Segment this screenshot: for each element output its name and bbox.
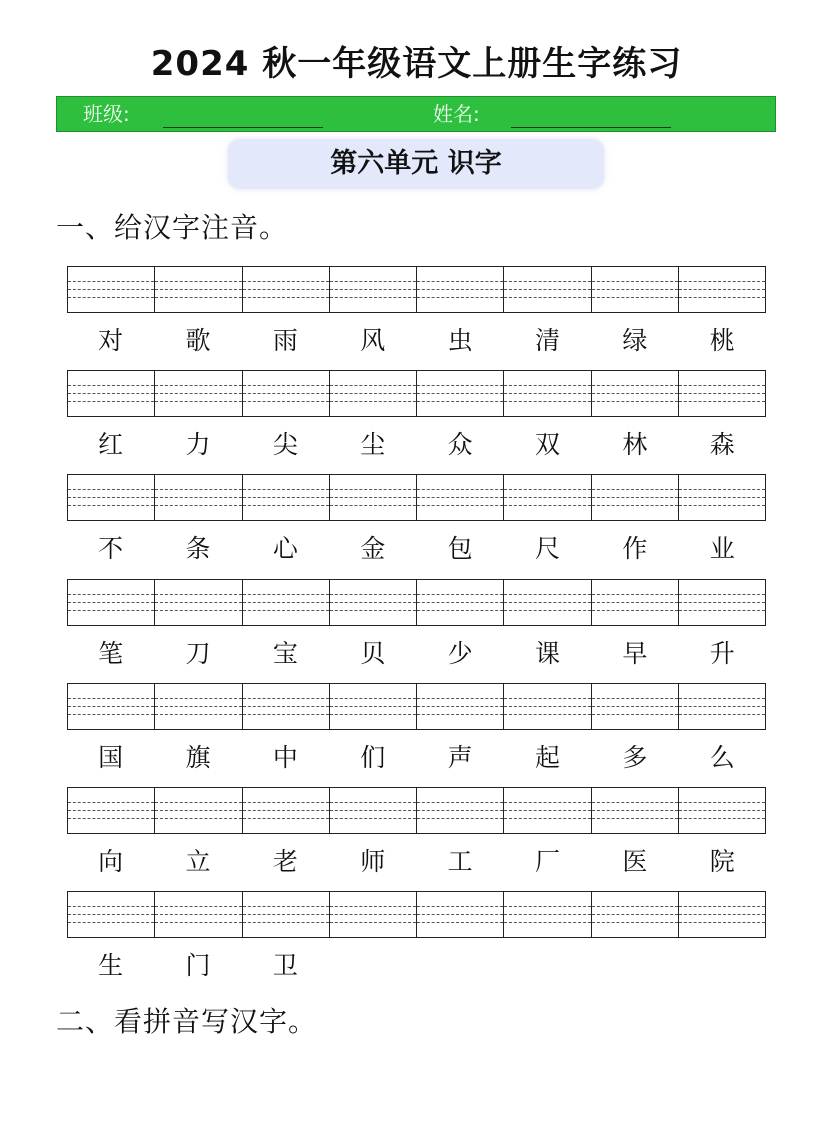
pinyin-writing-cell[interactable] bbox=[679, 371, 765, 416]
character-row bbox=[67, 842, 766, 882]
hanzi-character: 清 bbox=[535, 326, 561, 355]
pinyin-writing-cell[interactable] bbox=[679, 684, 765, 729]
pinyin-grid-row bbox=[67, 370, 766, 417]
hanzi-character bbox=[679, 946, 766, 986]
pinyin-writing-cell[interactable] bbox=[417, 892, 504, 937]
hanzi-character: 国 bbox=[98, 742, 124, 772]
pinyin-writing-cell[interactable] bbox=[155, 371, 242, 416]
hanzi-character: 早 bbox=[622, 638, 648, 668]
hanzi-character: 林 bbox=[622, 430, 648, 460]
pinyin-writing-cell[interactable] bbox=[504, 267, 591, 312]
hanzi-character: 条 bbox=[185, 534, 211, 564]
pinyin-writing-cell[interactable] bbox=[68, 475, 155, 520]
pinyin-writing-cell[interactable] bbox=[68, 267, 155, 312]
hanzi-character: 尘 bbox=[360, 430, 386, 460]
pinyin-writing-cell[interactable] bbox=[504, 788, 591, 833]
hanzi-character: 医 bbox=[622, 847, 648, 876]
pinyin-writing-cell[interactable] bbox=[592, 475, 679, 520]
hanzi-character: 风 bbox=[360, 326, 386, 355]
pinyin-writing-cell[interactable] bbox=[155, 892, 242, 937]
hanzi-character: 中 bbox=[272, 742, 298, 772]
hanzi-character: 包 bbox=[447, 534, 473, 564]
pinyin-writing-cell[interactable] bbox=[679, 892, 765, 937]
pinyin-writing-cell[interactable] bbox=[679, 788, 765, 833]
pinyin-writing-cell[interactable] bbox=[592, 892, 679, 937]
pinyin-writing-cell[interactable] bbox=[330, 371, 417, 416]
pinyin-writing-cell[interactable] bbox=[592, 580, 679, 625]
hanzi-character: 尖 bbox=[272, 430, 298, 460]
hanzi-character: 红 bbox=[98, 430, 124, 460]
info-bar bbox=[56, 96, 776, 132]
hanzi-character: 虫 bbox=[447, 326, 473, 355]
pinyin-writing-cell[interactable] bbox=[243, 788, 330, 833]
pinyin-writing-cell[interactable] bbox=[68, 892, 155, 937]
pinyin-writing-cell[interactable] bbox=[504, 475, 591, 520]
name-label: 姓名: bbox=[433, 102, 480, 126]
hanzi-character bbox=[417, 946, 504, 986]
hanzi-character: 老 bbox=[272, 847, 298, 876]
hanzi-character: 笔 bbox=[98, 638, 124, 668]
hanzi-character: 贝 bbox=[360, 638, 386, 668]
hanzi-character: 绿 bbox=[622, 326, 648, 355]
hanzi-character: 刀 bbox=[185, 638, 211, 668]
class-label: 班级: bbox=[83, 102, 130, 126]
hanzi-character: 力 bbox=[185, 430, 211, 460]
hanzi-character: 卫 bbox=[272, 951, 298, 981]
hanzi-character: 尺 bbox=[535, 534, 561, 564]
hanzi-character: 院 bbox=[709, 847, 735, 876]
hanzi-character: 少 bbox=[447, 638, 473, 668]
pinyin-writing-cell[interactable] bbox=[417, 788, 504, 833]
hanzi-character: 向 bbox=[98, 847, 124, 876]
pinyin-grid-row bbox=[67, 579, 766, 626]
page-title: 2024 秋一年级语文上册生字练习 bbox=[150, 44, 683, 84]
pinyin-writing-cell[interactable] bbox=[417, 371, 504, 416]
pinyin-grid-row bbox=[67, 891, 766, 938]
hanzi-character: 升 bbox=[709, 638, 735, 668]
pinyin-writing-cell[interactable] bbox=[330, 892, 417, 937]
pinyin-writing-cell[interactable] bbox=[592, 371, 679, 416]
pinyin-writing-cell[interactable] bbox=[592, 267, 679, 312]
hanzi-character: 声 bbox=[447, 742, 473, 772]
hanzi-character: 旗 bbox=[185, 742, 211, 772]
pinyin-grid-row bbox=[67, 787, 766, 834]
character-row bbox=[67, 738, 766, 778]
hanzi-character: 金 bbox=[360, 534, 386, 564]
hanzi-character: 厂 bbox=[535, 847, 561, 876]
hanzi-character: 对 bbox=[98, 326, 124, 355]
pinyin-grid-row bbox=[67, 474, 766, 521]
hanzi-character: 课 bbox=[535, 638, 561, 668]
name-field[interactable] bbox=[511, 127, 671, 128]
pinyin-writing-cell[interactable] bbox=[155, 267, 242, 312]
pinyin-writing-cell[interactable] bbox=[504, 371, 591, 416]
hanzi-character: 心 bbox=[272, 534, 298, 564]
hanzi-character: 多 bbox=[622, 742, 648, 772]
pinyin-writing-cell[interactable] bbox=[679, 580, 765, 625]
pinyin-writing-cell[interactable] bbox=[330, 788, 417, 833]
hanzi-character bbox=[329, 946, 416, 986]
pinyin-writing-cell[interactable] bbox=[504, 580, 591, 625]
class-field[interactable] bbox=[163, 127, 323, 128]
pinyin-grid-row bbox=[67, 266, 766, 313]
pinyin-writing-cell[interactable] bbox=[68, 371, 155, 416]
hanzi-character: 作 bbox=[622, 534, 648, 564]
pinyin-writing-cell[interactable] bbox=[592, 788, 679, 833]
hanzi-character bbox=[504, 946, 591, 986]
hanzi-character: 生 bbox=[98, 951, 124, 981]
hanzi-character: 起 bbox=[535, 742, 561, 772]
pinyin-writing-cell[interactable] bbox=[330, 475, 417, 520]
hanzi-character: 么 bbox=[709, 742, 735, 772]
pinyin-writing-cell[interactable] bbox=[243, 475, 330, 520]
pinyin-writing-cell[interactable] bbox=[243, 371, 330, 416]
hanzi-character: 不 bbox=[98, 534, 124, 564]
hanzi-character: 立 bbox=[185, 847, 211, 876]
hanzi-character: 工 bbox=[447, 847, 473, 876]
pinyin-writing-cell[interactable] bbox=[330, 267, 417, 312]
pinyin-writing-cell[interactable] bbox=[504, 684, 591, 729]
pinyin-writing-cell[interactable] bbox=[330, 684, 417, 729]
pinyin-writing-cell[interactable] bbox=[679, 267, 765, 312]
pinyin-writing-cell[interactable] bbox=[243, 267, 330, 312]
pinyin-writing-cell[interactable] bbox=[330, 580, 417, 625]
pinyin-writing-cell[interactable] bbox=[417, 580, 504, 625]
section-1-heading: 一、给汉字注音。 bbox=[56, 211, 289, 244]
section-2-heading: 二、看拼音写汉字。 bbox=[56, 1005, 318, 1038]
hanzi-character: 众 bbox=[447, 430, 473, 460]
character-row bbox=[67, 321, 766, 361]
pinyin-writing-cell[interactable] bbox=[243, 892, 330, 937]
pinyin-writing-cell[interactable] bbox=[155, 684, 242, 729]
pinyin-writing-cell[interactable] bbox=[243, 684, 330, 729]
hanzi-character: 们 bbox=[360, 742, 386, 772]
hanzi-character: 双 bbox=[535, 430, 561, 460]
hanzi-character: 门 bbox=[185, 951, 211, 981]
pinyin-writing-cell[interactable] bbox=[417, 475, 504, 520]
pinyin-writing-cell[interactable] bbox=[417, 267, 504, 312]
unit-title: 第六单元 识字 bbox=[228, 139, 604, 189]
pinyin-writing-cell[interactable] bbox=[417, 684, 504, 729]
hanzi-character bbox=[591, 946, 678, 986]
hanzi-character: 森 bbox=[709, 430, 735, 460]
pinyin-writing-cell[interactable] bbox=[155, 475, 242, 520]
pinyin-writing-cell[interactable] bbox=[679, 475, 765, 520]
pinyin-writing-cell[interactable] bbox=[68, 684, 155, 729]
pinyin-grid-row bbox=[67, 683, 766, 730]
character-row bbox=[67, 946, 766, 986]
hanzi-character: 业 bbox=[709, 534, 735, 564]
hanzi-character: 师 bbox=[360, 847, 386, 876]
pinyin-writing-cell[interactable] bbox=[155, 788, 242, 833]
pinyin-writing-cell[interactable] bbox=[243, 580, 330, 625]
pinyin-writing-cell[interactable] bbox=[155, 580, 242, 625]
pinyin-writing-cell[interactable] bbox=[592, 684, 679, 729]
hanzi-character: 雨 bbox=[272, 326, 298, 355]
pinyin-writing-cell[interactable] bbox=[504, 892, 591, 937]
character-row bbox=[67, 529, 766, 569]
character-row bbox=[67, 634, 766, 674]
pinyin-writing-cell[interactable] bbox=[68, 580, 155, 625]
character-row bbox=[67, 425, 766, 465]
hanzi-character: 桃 bbox=[709, 326, 735, 355]
hanzi-character: 宝 bbox=[272, 638, 298, 668]
hanzi-character: 歌 bbox=[185, 326, 211, 355]
pinyin-writing-cell[interactable] bbox=[68, 788, 155, 833]
